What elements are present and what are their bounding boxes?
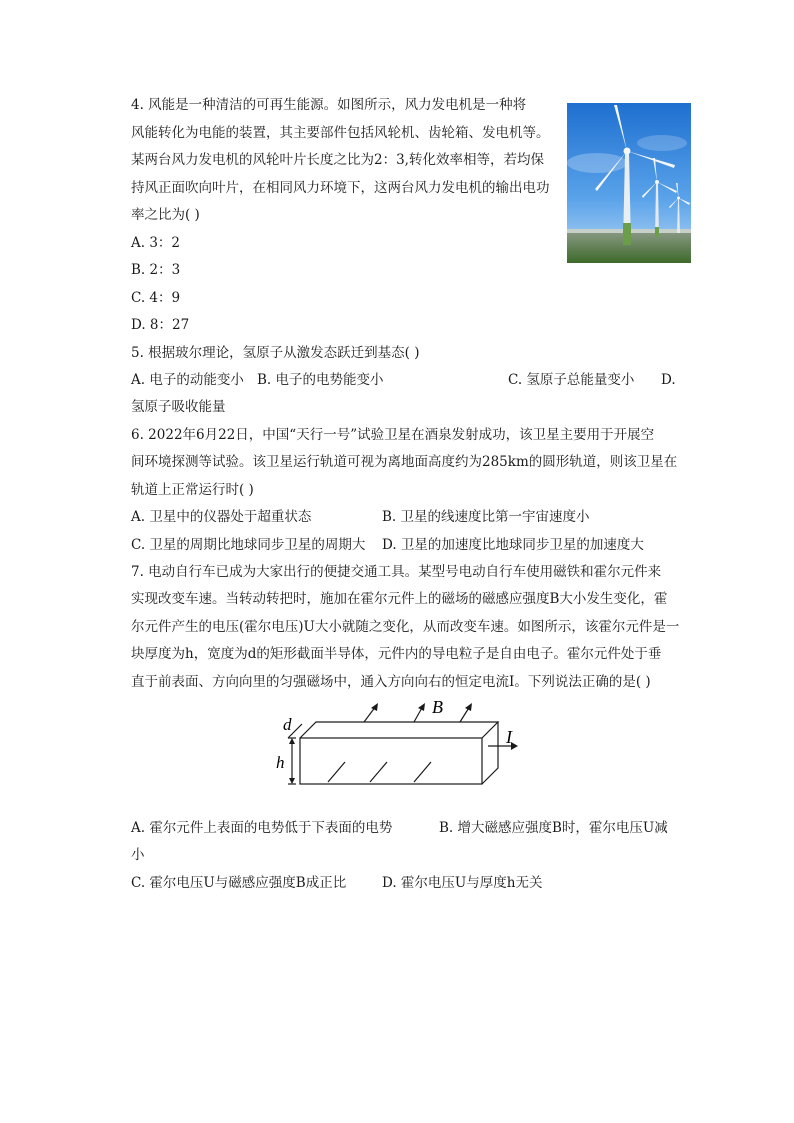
q7-option-b-line1: B. 增大磁感应强度B时，霍尔电压U减 [439,820,668,836]
label-I: I [506,727,512,747]
label-d: d [283,715,292,734]
q4-option-b: B. 2：3 [131,262,181,278]
q6-line-1: 6. 2022年6月22日，中国“天行一号”试验卫星在酒泉发射成功，该卫星主要用于开展空 [131,427,655,443]
q5-option-d-text: 氢原子吸收能量 [131,399,226,415]
label-B: B [432,697,443,717]
q7-option-c: C. 霍尔电压U与磁感应强度B成正比 [131,875,347,891]
q7-line-2: 实现改变车速。当转动转把时，施加在霍尔元件上的磁场的磁感应强度B大小发生变化，霍 [131,591,668,607]
hall-element-diagram [272,696,532,796]
q6-option-c: C. 卫星的周期比地球同步卫星的周期大 [131,537,366,553]
q6-option-a: A. 卫星中的仪器处于超重状态 [131,509,312,525]
q5-stem: 5. 根据玻尔理论，氢原子从激发态跃迁到基态( ) [131,345,420,361]
label-h: h [276,753,285,772]
q4-line-2: 风能转化为电能的装置，其主要部件包括风轮机、齿轮箱、发电机等。 [131,125,550,141]
q5-option-c: C. 氢原子总能量变小 [508,372,635,388]
q4-option-d: D. 8：27 [131,317,190,333]
q6-option-b: B. 卫星的线速度比第一宇宙速度小 [382,509,590,525]
q5-option-a: A. 电子的动能变小 [131,372,244,388]
q7-line-3: 尔元件产生的电压(霍尔电压)U大小就随之变化，从而改变车速。如图所示，该霍尔元件是一 [131,619,680,635]
wind-turbine-photo [567,103,691,263]
q7-line-4: 块厚度为h，宽度为d的矩形截面半导体，元件内的导电粒子是自由电子。霍尔元件处于垂 [131,646,662,662]
q7-line-5: 直于前表面、方向向里的匀强磁场中，通入方向向右的恒定电流I。下列说法正确的是( ) [131,674,651,690]
q4-option-c: C. 4：9 [131,290,181,306]
q4-line-3: 某两台风力发电机的风轮叶片长度之比为2：3,转化效率相等，若均保 [131,152,544,168]
q6-line-2: 间环境探测等试验。该卫星运行轨道可视为离地面高度约为285km的圆形轨道，则该卫星在 [131,454,678,470]
q6-option-d: D. 卫星的加速度比地球同步卫星的加速度大 [382,537,644,553]
q5-option-d-label: D. [661,372,676,388]
q7-option-b-line2: 小 [131,847,145,863]
q7-option-a: A. 霍尔元件上表面的电势低于下表面的电势 [131,820,393,836]
q4-line-4: 持风正面吹向叶片，在相同风力环境下，这两台风力发电机的输出电功 [131,180,550,196]
q4-option-a: A. 3：2 [131,235,181,251]
q4-line-5: 率之比为( ) [131,207,200,223]
q7-option-d: D. 霍尔电压U与厚度h无关 [382,875,543,891]
q7-line-1: 7. 电动自行车已成为大家出行的便捷交通工具。某型号电动自行车使用磁铁和霍尔元件来 [131,564,662,580]
q5-option-b: B. 电子的电势能变小 [257,372,384,388]
q4-line-1: 4. 风能是一种清洁的可再生能源。如图所示，风力发电机是一种将 [131,97,527,113]
q6-line-3: 轨道上正常运行时( ) [131,482,254,498]
